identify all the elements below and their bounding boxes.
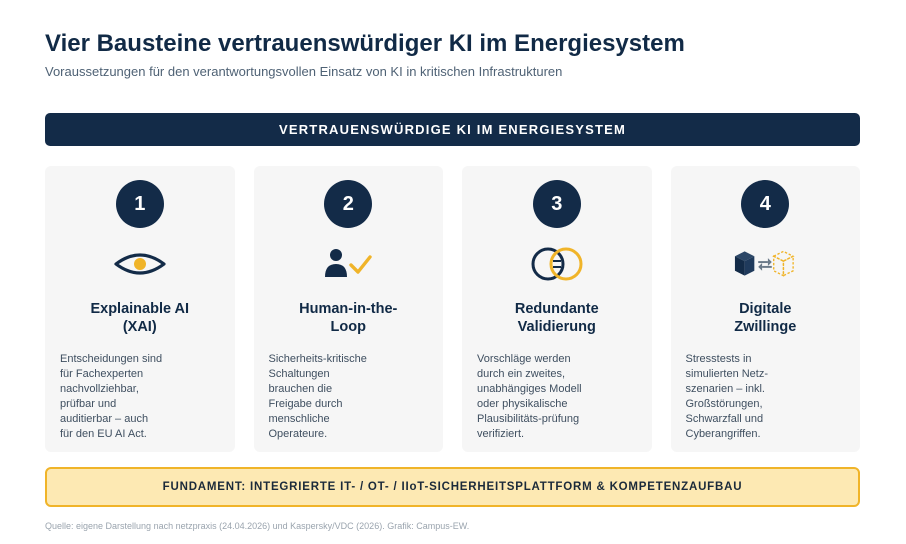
foundation-banner: FUNDAMENT: INTEGRIERTE IT- / OT- / IIoT-SICHERHEITSPLATTFORM & KOMPETENZAUFBAU [45,467,860,507]
pillar-title: Explainable AI (XAI) [90,301,190,335]
eye-icon [108,244,172,284]
top-banner: VERTRAUENSWÜRDIGE KI IM ENERGIESYSTEM [45,113,860,146]
pillar-description: Stresstests in simulierten Netz- szenarien – inkl. Großstörungen, Schwarzfall und Cyberangriffen. [685,353,769,440]
pillar-title: Redundante Validierung [514,301,599,335]
source-note: Quelle: eigene Darstellung nach netzpraxis (24.04.2026) und Kaspersky/VDC (2026). Grafik: Campus-EW. [45,521,470,531]
pillar-number-badge: 2 [324,180,372,228]
pillar-description: Entscheidungen sind für Fachexperten nachvollziehbar, prüfbar und auditierbar – auch für den EU AI Act. [60,353,163,440]
twin-cubes-icon [733,244,797,284]
pillar-title: Human-in-the- Loop [299,301,398,335]
pillar-number-badge: 1 [116,180,164,228]
pillar-card-1 [45,166,235,452]
overlapping-circles-equals-icon [525,244,589,284]
pillar-description: Sicherheits-kritische Schaltungen brauchen die Freigabe durch menschliche Operateure. [268,353,367,440]
pillars-row [45,166,860,452]
pillar-card-3 [462,166,652,452]
page-subtitle: Voraussetzungen für den verantwortungsvollen Einsatz von KI in kritischen Infrastrukturen [45,64,563,79]
page-title: Vier Bausteine vertrauenswürdiger KI im Energiesystem [45,30,685,57]
pillar-card-4 [671,166,861,452]
person-check-icon [316,244,380,284]
pillar-description: Vorschläge werden durch ein zweites, unabhängiges Modell oder physikalische Plausibilitäts-prüfung verifiziert. [477,353,582,440]
pillar-number-badge: 3 [533,180,581,228]
pillar-card-2 [254,166,444,452]
pillar-title: Digitale Zwillinge [734,301,797,335]
pillar-number-badge: 4 [741,180,789,228]
